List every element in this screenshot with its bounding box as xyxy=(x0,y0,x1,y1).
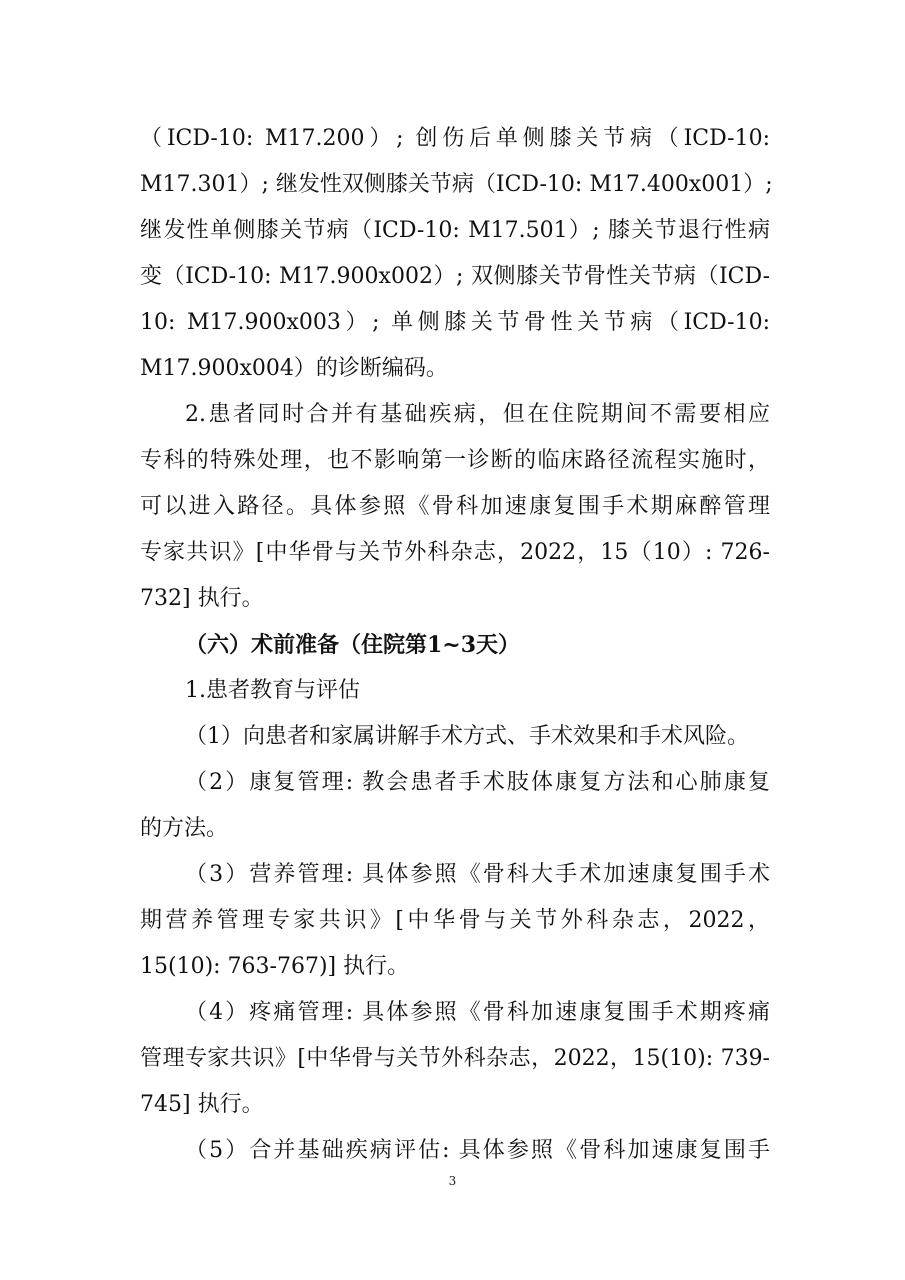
list-item: （4）疼痛管理: 具体参照《骨科加速康复围手术期疼痛 xyxy=(185,1000,770,1025)
subsection-heading: 1.患者教育与评估 xyxy=(185,678,360,703)
text-line: 期营养管理专家共识》[中华骨与关节外科杂志，2022， xyxy=(140,908,770,933)
text-line: 15(10): 763-767)] 执行。 xyxy=(140,954,410,979)
text-line: 的方法。 xyxy=(140,816,229,841)
text-line: 745] 执行。 xyxy=(140,1092,264,1117)
list-item: （5）合并基础疾病评估: 具体参照《骨科加速康复围手 xyxy=(185,1138,770,1163)
paragraph-first-line: 2.患者同时合并有基础疾病，但在住院期间不需要相应 xyxy=(185,402,770,427)
text-line: 732] 执行。 xyxy=(140,586,264,611)
text-line: 专家共识》[中华骨与关节外科杂志，2022，15（10）: 726- xyxy=(140,540,770,565)
text-line: 10: M17.900x003）; 单侧膝关节骨性关节病（ICD-10: xyxy=(140,310,770,335)
text-line: 变（ICD-10: M17.900x002）; 双侧膝关节骨性关节病（ICD- xyxy=(140,264,770,289)
section-heading: （六）术前准备（住院第1~3天） xyxy=(185,632,521,658)
list-item: （1）向患者和家属讲解手术方式、手术效果和手术风险。 xyxy=(185,724,749,749)
text-line: 可以进入路径。具体参照《骨科加速康复围手术期麻醉管理 xyxy=(140,494,770,519)
list-item: （2）康复管理: 教会患者手术肢体康复方法和心肺康复 xyxy=(185,770,770,795)
text-line: 管理专家共识》[中华骨与关节外科杂志，2022，15(10): 739- xyxy=(140,1046,770,1071)
text-line: 继发性单侧膝关节病（ICD-10: M17.501）; 膝关节退行性病 xyxy=(140,218,770,243)
list-item: （3）营养管理: 具体参照《骨科大手术加速康复围手术 xyxy=(185,862,770,887)
text-line: （ICD-10: M17.200）; 创伤后单侧膝关节病（ICD-10: xyxy=(140,126,770,151)
text-line: M17.900x004）的诊断编码。 xyxy=(140,356,448,381)
page-number: 3 xyxy=(448,1174,457,1188)
text-line: 专科的特殊处理，也不影响第一诊断的临床路径流程实施时， xyxy=(140,448,770,473)
text-line: M17.301）; 继发性双侧膝关节病（ICD-10: M17.400x001）; xyxy=(140,172,773,197)
